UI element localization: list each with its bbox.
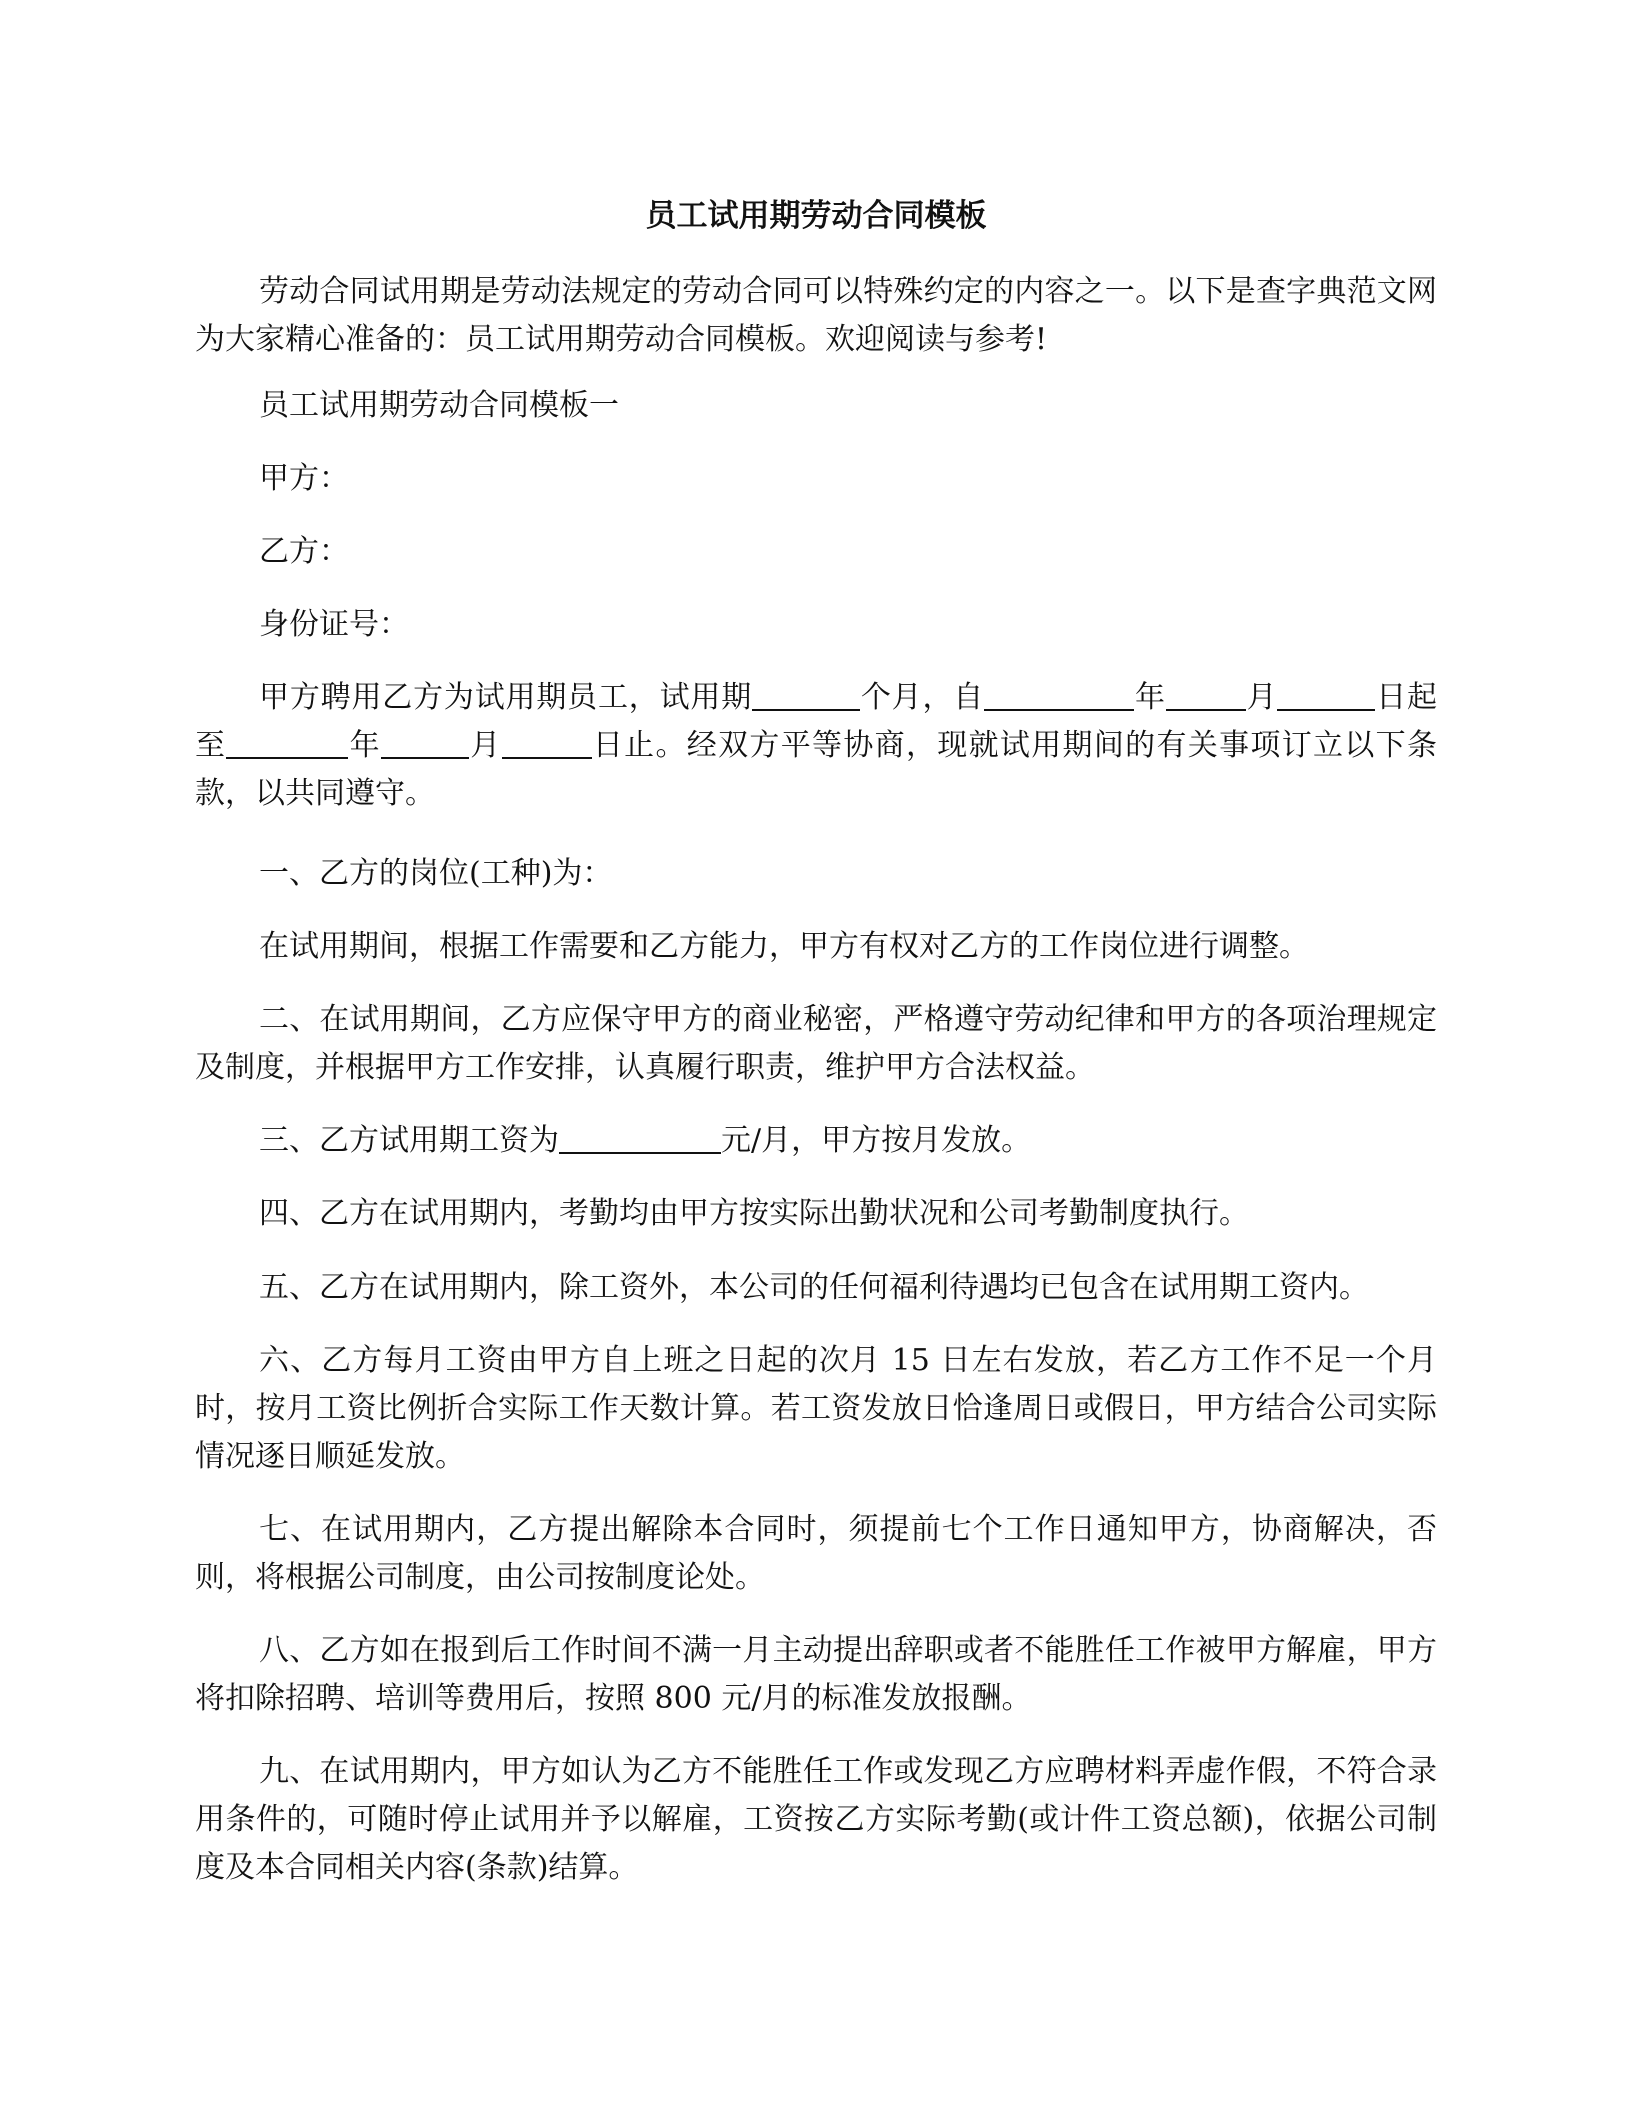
id-number-label: 身份证号：: [259, 607, 409, 642]
clause-7: 七、在试用期内，乙方提出解除本合同时，须提前七个工作日通知甲方，协商解决，否则，将根据公司制度，由公司按制度论处。: [195, 1512, 1437, 1595]
term-text-1: 甲方聘用乙方为试用期员工，试用期: [259, 680, 753, 715]
term-text-5: 日起至: [195, 680, 1438, 763]
start-year-blank: [984, 677, 1134, 711]
clause-1-note: 在试用期间，根据工作需要和乙方能力，甲方有权对乙方的工作岗位进行调整。: [259, 929, 1309, 964]
term-text-8: 日止。经双方平等协商，现就试用期间的有关事项订立以下条款，以共同遵守。: [195, 728, 1437, 811]
party-b-label: 乙方：: [259, 534, 349, 569]
term-text-3: 年: [1134, 680, 1166, 715]
start-month-blank: [1166, 677, 1246, 711]
clause-6: 六、乙方每月工资由甲方自上班之日起的次月 15 日左右发放，若乙方工作不足一个月时，按月工资比例折合实际工作天数计算。若工资发放日恰逢周日或假日，甲方结合公司实际情况逐日顺延发放。: [195, 1343, 1437, 1474]
clause-3-before: 三、乙方试用期工资为: [259, 1123, 559, 1158]
intro-paragraph: 劳动合同试用期是劳动法规定的劳动合同可以特殊约定的内容之一。以下是查字典范文网为大家精心准备的：员工试用期劳动合同模板。欢迎阅读与参考!: [195, 274, 1437, 357]
probation-months-blank: [752, 677, 860, 711]
start-day-blank: [1277, 677, 1375, 711]
term-text-4: 月: [1245, 680, 1278, 715]
document-title: 员工试用期劳动合同模板: [645, 198, 987, 234]
probation-term-paragraph: [195, 674, 1437, 818]
contract-subtitle: 员工试用期劳动合同模板一: [259, 388, 619, 423]
term-text-2: 个月，自: [860, 680, 985, 715]
term-text-7: 月: [468, 728, 502, 763]
end-day-blank: [502, 725, 592, 759]
clause-5: 五、乙方在试用期内，除工资外，本公司的任何福利待遇均已包含在试用期工资内。: [259, 1270, 1369, 1305]
party-a-label: 甲方：: [259, 461, 349, 496]
clause-4: 四、乙方在试用期内，考勤均由甲方按实际出勤状况和公司考勤制度执行。: [259, 1196, 1249, 1231]
term-text-6: 年: [348, 728, 381, 763]
clause-2: 二、在试用期间，乙方应保守甲方的商业秘密，严格遵守劳动纪律和甲方的各项治理规定及制度，并根据甲方工作安排，认真履行职责，维护甲方合法权益。: [195, 1002, 1437, 1085]
end-month-blank: [381, 725, 469, 759]
clause-9: 九、在试用期内，甲方如认为乙方不能胜任工作或发现乙方应聘材料弄虚作假，不符合录用条件的，可随时停止试用并予以解雇，工资按乙方实际考勤(或计件工资总额)，依据公司制度及本合同相关内容(条款)结算。: [195, 1754, 1437, 1885]
clause-3: [195, 1117, 1437, 1165]
clause-1: 一、乙方的岗位(工种)为：: [259, 856, 613, 891]
clause-8: 八、乙方如在报到后工作时间不满一月主动提出辞职或者不能胜任工作被甲方解雇，甲方将扣除招聘、培训等费用后，按照 800 元/月的标准发放报酬。: [195, 1633, 1437, 1716]
clause-3-after: 元/月，甲方按月发放。: [721, 1123, 1032, 1158]
salary-blank: [559, 1120, 721, 1154]
end-year-blank: [226, 725, 348, 759]
